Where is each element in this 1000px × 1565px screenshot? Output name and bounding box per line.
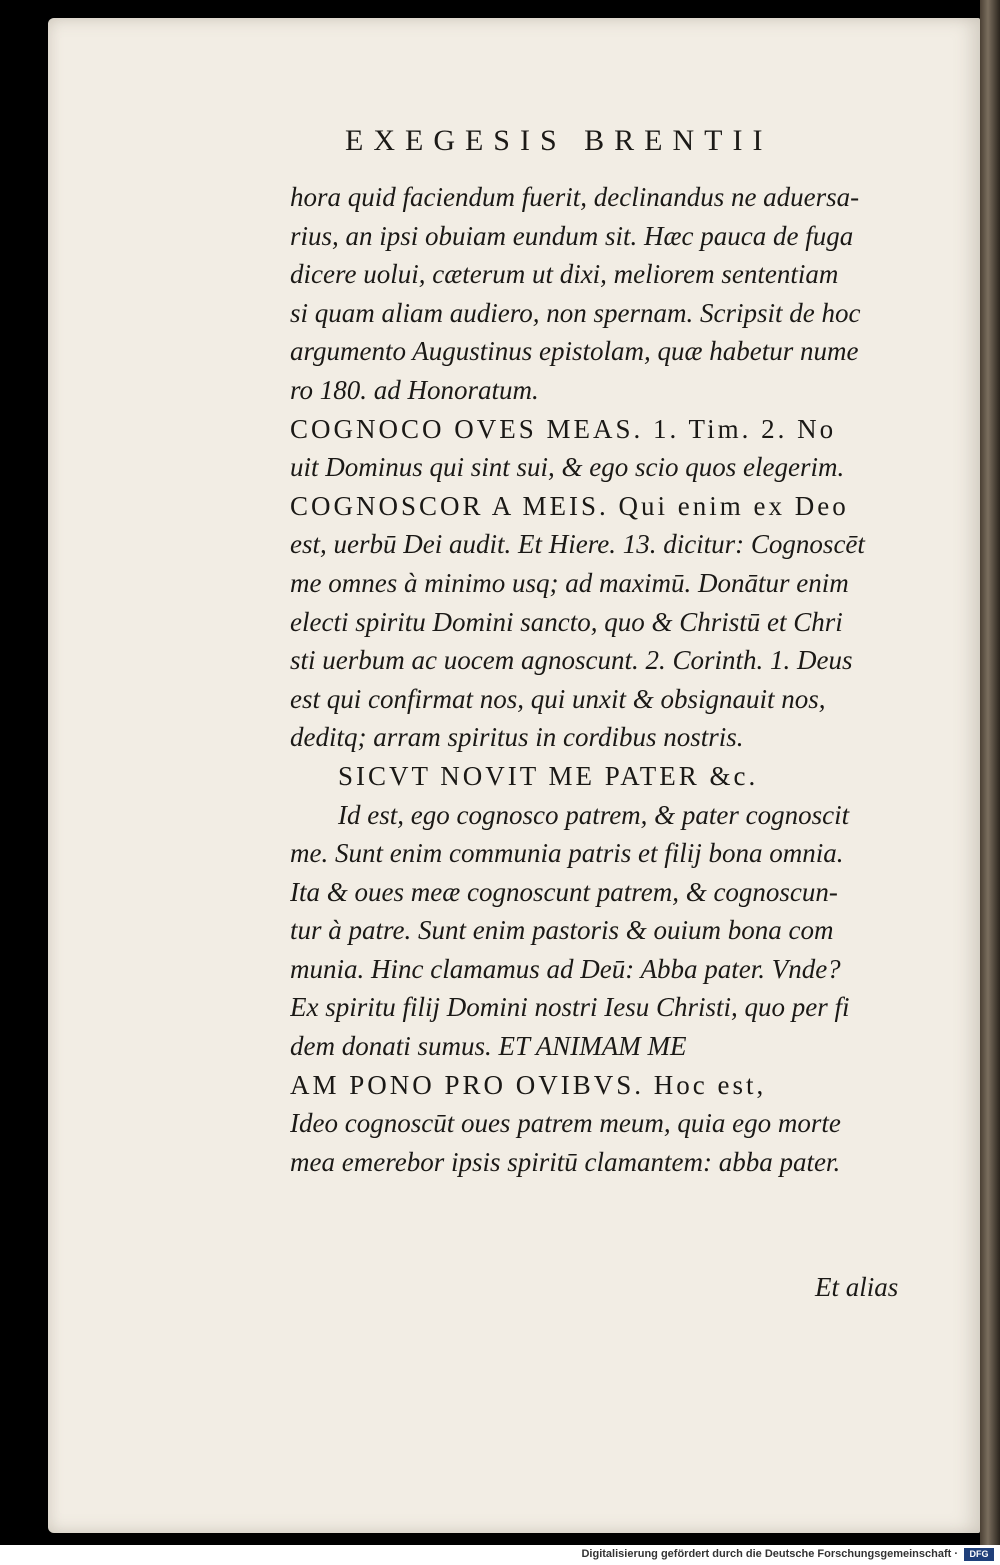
text-line: mea emerebor ipsis spiritū clamantem: abba pater. (290, 1146, 841, 1177)
text-line: munia. Hinc clamamus ad Deū: Abba pater. Vnde? (290, 953, 841, 984)
text-line: ro 180. ad Honoratum. (290, 374, 539, 405)
text-line: Ita & oues meæ cognoscunt patrem, & cognoscun- (290, 876, 838, 907)
text-line: electi spiritu Domini sancto, quo & Christū et Chri (290, 606, 843, 637)
dfg-logo-icon: DFG (964, 1548, 994, 1561)
text-line: me. Sunt enim communia patris et filij bona omnia. (290, 838, 844, 869)
book-edge (980, 0, 1000, 1545)
text-line: dem donati sumus. ET ANIMAM ME (290, 1031, 687, 1062)
catchword: Et alias (815, 1272, 899, 1302)
text-line: si quam aliam audiero, non spernam. Scripsit de hoc (290, 297, 861, 328)
text-line: est qui confirmat nos, qui unxit & obsignauit nos, (290, 683, 826, 714)
text-line: hora quid faciendum fuerit, declinandus ne aduersa- (290, 182, 860, 212)
text-line: uit Dominus qui sint sui, & ego scio quos elegerim. (290, 452, 845, 483)
body-text (290, 178, 930, 1181)
footer-bar (0, 1545, 1000, 1565)
text-line: argumento Augustinus epistolam, quæ habetur nume (290, 336, 859, 367)
text-line: Id est, ego cognosco patrem, & pater cognoscit (338, 799, 850, 830)
text-line: Ideo cognoscūt oues patrem meum, quia ego morte (290, 1108, 841, 1139)
text-line: me omnes à minimo usq; ad maximū. Donātur enim (290, 567, 849, 598)
text-line: COGNOCO OVES MEAS. 1. Tim. 2. No (290, 413, 837, 444)
text-line: AM PONO PRO OVIBVS. Hoc est, (290, 1069, 767, 1100)
footer-credit: Digitalisierung gefördert durch die Deutsche Forschungsgemeinschaft · (581, 1548, 958, 1560)
text-line: rius, an ipsi obuiam eundum sit. Hæc pauca de fuga (290, 220, 854, 251)
text-line: est, uerbū Dei audit. Et Hiere. 13. dicitur: Cognoscēt (290, 529, 865, 560)
text-line: dicere uolui, cæterum ut dixi, meliorem sententiam (290, 259, 839, 290)
text-line: SICVT NOVIT ME PATER &c. (338, 760, 759, 791)
text-line: tur à patre. Sunt enim pastoris & ouium bona com (290, 915, 834, 946)
text-line: deditq; arram spiritus in cordibus nostris. (290, 722, 744, 753)
running-head: EXEGESIS BRENTII (345, 124, 773, 157)
text-line: Ex spiritu filij Domini nostri Iesu Christi, quo per fi (290, 992, 850, 1023)
text-line: sti uerbum ac uocem agnoscunt. 2. Corinth. 1. Deus (290, 645, 853, 676)
text-line: COGNOSCOR A MEIS. Qui enim ex Deo (290, 490, 849, 521)
